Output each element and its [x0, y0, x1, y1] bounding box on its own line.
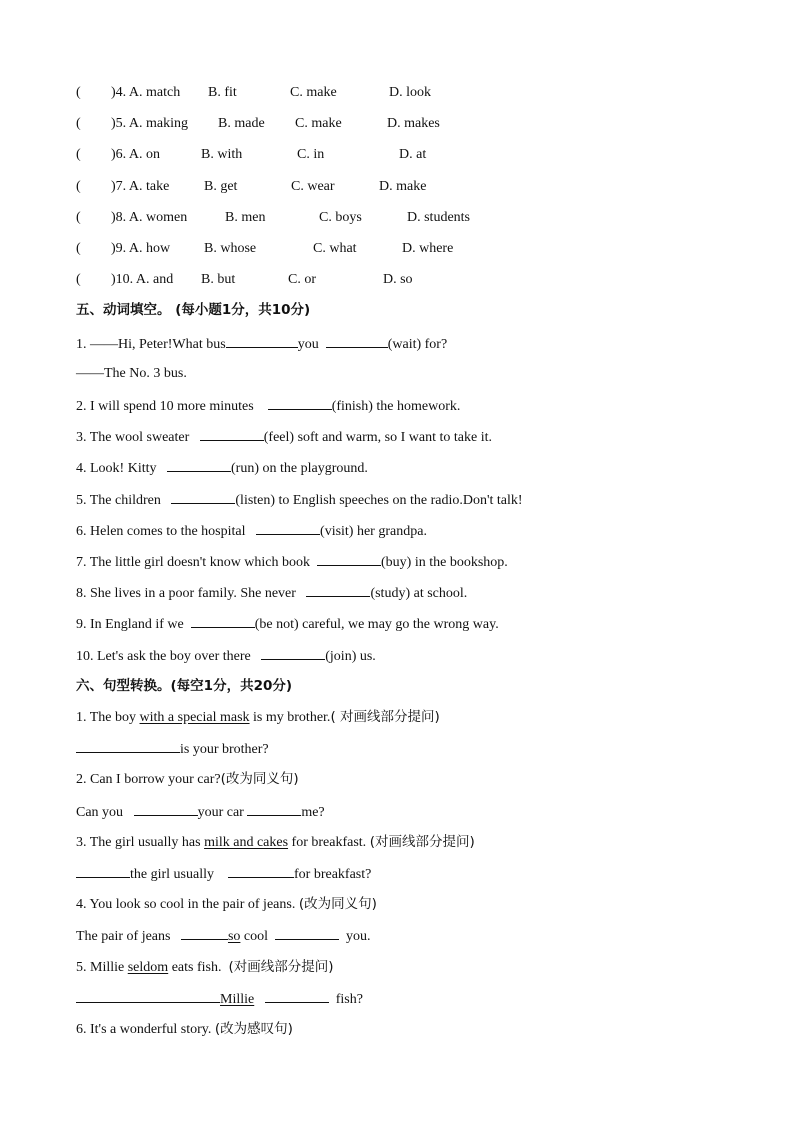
- answer-blank[interactable]: [261, 646, 325, 660]
- question-text: Can you: [76, 805, 124, 820]
- question-text: 7. The little girl doesn't know which book: [76, 555, 311, 570]
- answer-blank[interactable]: [306, 583, 370, 597]
- question-text: 6. Helen comes to the hospital: [76, 524, 246, 539]
- question-text: 5. Millie: [76, 960, 128, 975]
- question: [76, 646, 376, 666]
- question-text: (study) at school.: [370, 586, 468, 601]
- answer-blank[interactable]: [228, 864, 294, 878]
- answer-blank[interactable]: [226, 334, 298, 348]
- question-text: your car: [197, 805, 244, 820]
- question-text: 4. Look! Kitty: [76, 461, 157, 476]
- question: [76, 833, 475, 852]
- choice-b: B. get: [204, 179, 238, 194]
- question-text: 8. She lives in a poor family. She never: [76, 586, 296, 601]
- question-text: for breakfast?: [294, 867, 372, 882]
- underlined-part: with a special mask: [139, 710, 250, 725]
- choice-d: D. makes: [387, 116, 440, 131]
- choice-d: D. students: [407, 210, 470, 225]
- underlined-part: seldom: [127, 960, 169, 975]
- question-text: fish?: [335, 992, 363, 1007]
- question-text: 1. ——Hi, Peter!What bus: [76, 337, 226, 352]
- section-heading: 六、句型转换。(每空1分，共20分): [76, 678, 293, 694]
- choice-b: B. whose: [204, 241, 257, 256]
- question-text: 10. Let's ask the boy over there: [76, 649, 251, 664]
- question: [76, 770, 299, 789]
- answer-blank[interactable]: [191, 614, 255, 628]
- question-text: 3. The wool sweater: [76, 430, 190, 445]
- answer-line: [76, 926, 371, 946]
- question-text: (listen) to English speeches on the radio.Don't talk!: [235, 493, 523, 508]
- choice-c: C. make: [295, 116, 342, 131]
- underlined-part: so: [227, 929, 241, 944]
- answer-line: [76, 802, 325, 822]
- answer-blank[interactable]: [181, 926, 228, 940]
- question-text: 9. In England if we: [76, 617, 184, 632]
- question-text: 4. You look so cool in the pair of jeans.: [76, 897, 296, 912]
- answer-blank[interactable]: [171, 490, 235, 504]
- choice-c: C. make: [290, 85, 337, 100]
- question: [76, 583, 467, 603]
- question-text: you: [297, 337, 319, 352]
- question: [76, 396, 460, 416]
- question-text: (join) us.: [325, 649, 376, 664]
- question-text: 1. The boy: [76, 710, 140, 725]
- question-text: 2. I will spend 10 more minutes: [76, 399, 254, 414]
- choice-a: )8. A. women: [111, 210, 188, 225]
- answer-blank[interactable]: [247, 802, 301, 816]
- answer-blank[interactable]: [268, 396, 332, 410]
- answer-line: [76, 739, 269, 759]
- answer-line: ——The No. 3 bus.: [76, 366, 187, 381]
- instruction: (改为感叹句): [214, 1021, 293, 1037]
- answer-paren: (: [76, 147, 81, 162]
- choice-c: C. in: [297, 147, 325, 162]
- answer-blank[interactable]: [76, 864, 130, 878]
- choice-b: B. with: [201, 147, 243, 162]
- answer-paren: (: [76, 210, 81, 225]
- question-text: (buy) in the bookshop.: [381, 555, 508, 570]
- answer-blank[interactable]: [275, 926, 339, 940]
- answer-blank[interactable]: [326, 334, 388, 348]
- answer-blank[interactable]: [134, 802, 198, 816]
- choice-b: B. men: [225, 210, 266, 225]
- answer-blank[interactable]: [256, 521, 320, 535]
- question-text: is my brother.: [249, 710, 331, 725]
- choice-a: )6. A. on: [111, 147, 160, 162]
- question-text: 6. It's a wonderful story.: [76, 1022, 212, 1037]
- answer-paren: (: [76, 179, 81, 194]
- answer-paren: (: [76, 241, 81, 256]
- question-text: eats fish.: [168, 960, 222, 975]
- question-text: (finish) the homework.: [331, 399, 461, 414]
- answer-blank[interactable]: [76, 989, 220, 1003]
- choice-a: )7. A. take: [111, 179, 170, 194]
- question: [76, 427, 492, 447]
- question-text: 2. Can I borrow your car?: [76, 772, 221, 787]
- choice-a: )10. A. and: [111, 272, 174, 287]
- question: [76, 521, 427, 541]
- question-text: (visit) her grandpa.: [320, 524, 427, 539]
- answer-blank[interactable]: [200, 427, 264, 441]
- choice-d: D. look: [389, 85, 431, 100]
- instruction: (对画线部分提问): [228, 959, 334, 975]
- choice-a: )5. A. making: [111, 116, 188, 131]
- question-text: The pair of jeans: [76, 929, 171, 944]
- instruction: (改为同义句): [298, 896, 377, 912]
- section-heading: 五、动词填空。 (每小题1分，共10分): [76, 302, 311, 318]
- question-text: Millie: [220, 992, 255, 1007]
- question-text: (be not) careful, we may go the wrong way.: [254, 617, 499, 632]
- choice-a: )9. A. how: [111, 241, 171, 256]
- answer-paren: (: [76, 85, 81, 100]
- instruction: ( 对画线部分提问): [330, 709, 440, 725]
- instruction: (改为同义句): [220, 771, 299, 787]
- question: [76, 958, 334, 977]
- question: [76, 458, 368, 478]
- question-text: is your brother?: [180, 742, 269, 757]
- question-text: the girl usually: [130, 867, 214, 882]
- choice-b: B. made: [218, 116, 265, 131]
- choice-b: B. but: [201, 272, 236, 287]
- choice-d: D. where: [402, 241, 454, 256]
- choice-c: C. or: [288, 272, 316, 287]
- answer-paren: (: [76, 272, 81, 287]
- question: [76, 334, 447, 354]
- question-text: (feel) soft and warm, so I want to take it.: [263, 430, 492, 445]
- answer-line: [76, 864, 371, 884]
- choice-a: )4. A. match: [111, 85, 181, 100]
- question-text: for breakfast.: [288, 835, 367, 850]
- question: [76, 895, 377, 914]
- question: [76, 552, 508, 572]
- underlined-part: milk and cakes: [204, 835, 289, 850]
- question-text: me?: [301, 805, 325, 820]
- question-text: you.: [346, 929, 371, 944]
- question-text: (run) on the playground.: [231, 461, 368, 476]
- choice-b: B. fit: [208, 85, 237, 100]
- question: [76, 1020, 293, 1039]
- choice-c: C. wear: [291, 179, 335, 194]
- instruction: (对画线部分提问): [369, 834, 475, 850]
- answer-line: [76, 989, 363, 1009]
- choice-c: C. what: [313, 241, 357, 256]
- choice-d: D. so: [383, 272, 413, 287]
- question: [76, 614, 499, 634]
- answer-paren: (: [76, 116, 81, 131]
- choice-d: D. at: [399, 147, 427, 162]
- question-text: cool: [240, 929, 269, 944]
- choice-d: D. make: [379, 179, 427, 194]
- answer-blank[interactable]: [167, 458, 231, 472]
- question: [76, 490, 523, 510]
- question-text: 3. The girl usually has: [76, 835, 205, 850]
- answer-blank[interactable]: [317, 552, 381, 566]
- question-text: 5. The children: [76, 493, 161, 508]
- choice-c: C. boys: [319, 210, 362, 225]
- answer-blank[interactable]: [265, 989, 329, 1003]
- question-text: (wait) for?: [387, 337, 448, 352]
- answer-blank[interactable]: [76, 739, 180, 753]
- question: [76, 708, 440, 727]
